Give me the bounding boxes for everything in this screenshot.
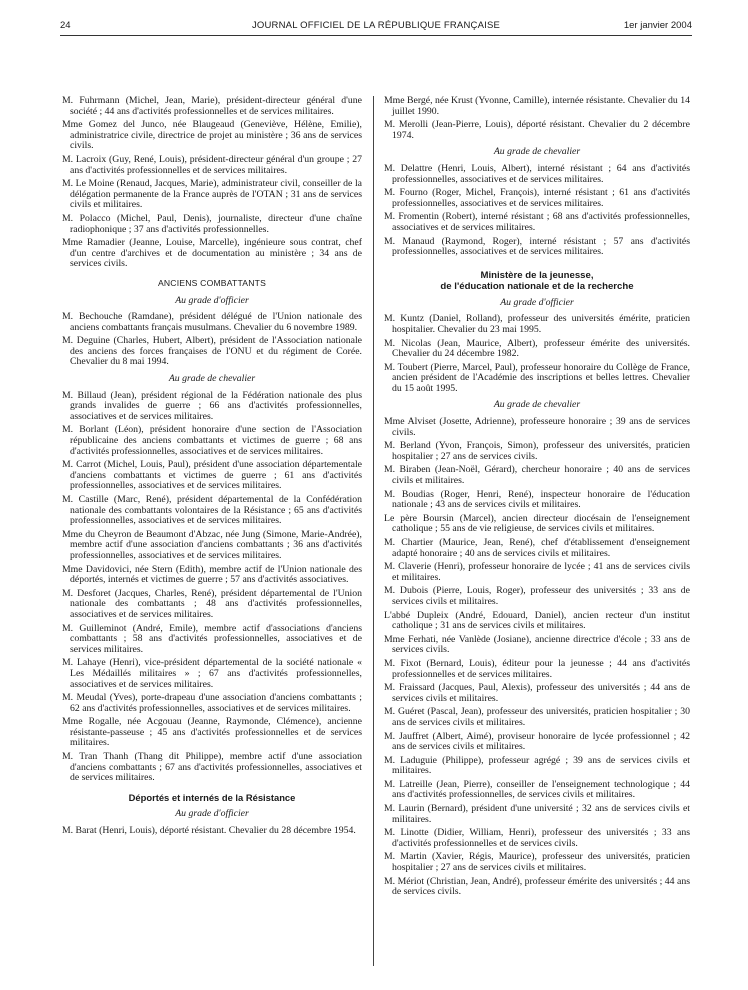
column-divider — [373, 96, 374, 966]
entry-list — [384, 164, 690, 258]
award-entry: M. Kuntz (Daniel, Rolland), professeur des universités émérite, praticien hospitalier. Chevalier du 23 mai 1995. — [384, 313, 690, 335]
entry-list — [62, 96, 362, 270]
award-entry: L'abbé Dupleix (André, Edouard, Daniel), ancien recteur d'un institut catholique ; 31 ans de services civils et militaires. — [384, 609, 690, 632]
award-entry: Mme Ferhati, née Vanlède (Josiane), ancienne directrice d'école ; 33 ans de services civils. — [384, 633, 690, 656]
award-entry: M. Lahaye (Henri), vice-président départemental de la société nationale « Les Médaillés militaires » ; 67 ans d'activités professionnelles, associatives et de services militaires. — [62, 657, 362, 690]
award-entry: M. Laduguie (Philippe), professeur agrégé ; 39 ans de services civils et militaires. — [384, 754, 690, 777]
award-entry: Mme Ramadier (Jeanne, Louise, Marcelle), ingénieure sous contrat, chef d'un centre d'archives et de documentation au ministère ; 34 ans de services civils. — [62, 237, 362, 270]
entry-list — [384, 417, 690, 898]
award-entry: M. Fromentin (Robert), interné résistant ; 68 ans d'activités professionnelles, associatives et de services militaires. — [384, 211, 690, 233]
journal-title: JOURNAL OFFICIEL DE LA RÉPUBLIQUE FRANÇAISE — [251, 20, 501, 31]
award-entry: M. Fuhrmann (Michel, Jean, Marie), président-directeur général d'une société ; 44 ans d'activités professionnelles et de services militaires. — [62, 95, 362, 117]
award-entry: M. Guilleminot (André, Emile), membre actif d'associations d'anciens combattants ; 58 ans d'activités professionnelles, associatives et de services militaires. — [62, 622, 362, 655]
award-entry: M. Meudal (Yves), porte-drapeau d'une association d'anciens combattants ; 62 ans d'activités professionnelles, associatives et de services militaires. — [62, 692, 362, 714]
section-heading-deportes: Déportés et internés de la Résistance — [128, 791, 296, 803]
award-entry: M. Lacroix (Guy, René, Louis), président-directeur général d'un groupe ; 27 ans d'activités professionnelles et de services militaires. — [62, 153, 362, 176]
award-entry: M. Nicolas (Jean, Maurice, Albert), professeur émérite des universités. Chevalier du 24 décembre 1982. — [384, 337, 690, 360]
entry-list — [62, 826, 362, 837]
award-entry: Mme Alviset (Josette, Adrienne), professeure honoraire ; 39 ans de services civils. — [384, 416, 690, 438]
ministry-heading-line: Ministère de la jeunesse, — [480, 269, 594, 281]
left-column — [62, 96, 362, 840]
award-entry: M. Jauffret (Albert, Aimé), proviseur honoraire de lycée professionnel ; 42 ans de services civils et militaires. — [384, 730, 690, 753]
award-entry: M. Delattre (Henri, Louis, Albert), interné résistant ; 64 ans d'activités professionnelles, associatives et de services militaires. — [384, 162, 690, 185]
issue-date: 1er janvier 2004 — [623, 20, 692, 31]
award-entry: M. Barat (Henri, Louis), déporté résistant. Chevalier du 28 décembre 1954. — [62, 825, 356, 837]
award-entry: M. Latreille (Jean, Pierre), conseiller de l'enseignement technologique ; 44 ans d'activités professionnelles, de services civils et militaires. — [384, 778, 690, 801]
award-entry: M. Carrot (Michel, Louis, Paul), président d'une association départementale d'anciens combattants et victimes de guerre ; 61 ans d'activités professionnelles, associatives et de services militaires. — [62, 459, 362, 492]
grade-heading-chevalier: Au grade de chevalier — [493, 399, 581, 411]
ministry-heading — [384, 270, 690, 292]
section-heading-anciens-combattants: ANCIENS COMBATTANTS — [157, 277, 267, 288]
award-entry: Mme Gomez del Junco, née Blaugeaud (Geneviève, Hélène, Emilie), administratrice civile, directrice de projet au ministère ; 36 ans de services civils. — [62, 119, 362, 152]
award-entry: M. Martin (Xavier, Régis, Maurice), professeur des universités, praticien hospitalier ; 27 ans de services civils et militaires. — [384, 851, 690, 874]
entry-list — [62, 391, 362, 784]
entry-list — [384, 96, 690, 141]
award-entry: M. Toubert (Pierre, Marcel, Paul), professeur honoraire du Collège de France, ancien président de l'Académie des inscriptions et belles lettres. Chevalier du 15 août 1995. — [384, 361, 690, 394]
award-entry: M. Guéret (Pascal, Jean), professeur des universités, praticien hospitalier ; 30 ans de services civils et militaires. — [384, 706, 690, 728]
award-entry: M. Deguine (Charles, Hubert, Albert), président de l'Association nationale des anciens des forces françaises de l'ONU et du régiment de Corée. Chevalier du 8 mai 1994. — [62, 335, 362, 368]
grade-heading-officier: Au grade d'officier — [175, 294, 249, 306]
award-entry: M. Borlant (Léon), président honoraire d'une section de l'Association républicaine des anciens combattants et victimes de guerre ; 68 ans d'activités professionnelles, associatives et de services militaires. — [62, 424, 362, 457]
award-entry: M. Manaud (Raymond, Roger), interné résistant ; 57 ans d'activités professionnelles, associatives et de services militaires. — [384, 235, 690, 258]
award-entry: M. Claverie (Henri), professeur honoraire de lycée ; 41 ans de services civils et militaires. — [384, 561, 690, 583]
award-entry: M. Fixot (Bernard, Louis), éditeur pour la jeunesse ; 44 ans d'activités professionnelles et de services militaires. — [384, 657, 690, 680]
award-entry: M. Tran Thanh (Thang dit Philippe), membre actif d'une association d'anciens combattants ; 67 ans d'activités professionnelles, associatives et de services militaires. — [62, 751, 362, 784]
award-entry: Mme Davidovici, née Stern (Edith), membre actif de l'Union nationale des déportés, internés et victimes de guerre ; 57 ans d'activités associatives. — [62, 563, 362, 586]
grade-heading-officier: Au grade d'officier — [175, 808, 249, 820]
award-entry: M. Bechouche (Ramdane), président délégué de l'Union nationale des anciens combattants français musulmans. Chevalier du 6 novembre 1989. — [62, 311, 362, 333]
header-rule — [60, 35, 692, 36]
award-entry: Le père Boursin (Marcel), ancien directeur diocésain de l'enseignement catholique ; 55 ans de vie religieuse, de services civils et militaires. — [384, 512, 690, 535]
award-entry: Mme Rogalle, née Acgouau (Jeanne, Raymonde, Clémence), ancienne résistante-passeuse ; 45 ans d'activités professionnelles et de services militaires. — [62, 716, 362, 749]
page-header — [60, 18, 692, 34]
award-entry: M. Le Moine (Renaud, Jacques, Marie), administrateur civil, conseiller de la délégation permanente de la France auprès de l'OTAN ; 31 ans de services civils et militaires. — [62, 178, 362, 211]
award-entry: Mme Bergé, née Krust (Yvonne, Camille), internée résistante. Chevalier du 14 juillet 1990. — [384, 95, 690, 117]
entry-list — [384, 314, 690, 394]
award-entry: M. Biraben (Jean-Noël, Gérard), chercheur honoraire ; 40 ans de services civils et militaires. — [384, 464, 690, 487]
award-entry: M. Laurin (Bernard), président d'une université ; 32 ans de services civils et militaires. — [384, 803, 690, 825]
award-entry: M. Chartier (Maurice, Jean, René), chef d'établissement d'enseignement adapté honoraire ; 40 ans de services civils et militaires. — [384, 537, 690, 559]
entry-list — [62, 312, 362, 368]
award-entry: M. Dubois (Pierre, Louis, Roger), professeur des universités ; 33 ans de services civils et militaires. — [384, 585, 690, 607]
right-column — [384, 96, 690, 901]
award-entry: M. Boudias (Roger, Henri, René), inspecteur honoraire de l'éducation nationale ; 43 ans de services civils et militaires. — [384, 488, 690, 511]
award-entry: M. Linotte (Didier, William, Henri), professeur des universités ; 33 ans d'activités professionnelles et de services civils. — [384, 827, 690, 849]
ministry-heading-line: de l'éducation nationale et de la recherche — [440, 280, 634, 292]
grade-heading-officier: Au grade d'officier — [500, 296, 574, 308]
award-entry: M. Polacco (Michel, Paul, Denis), journaliste, directeur d'une chaîne radiophonique ; 37 ans d'activités professionnelles. — [62, 212, 362, 235]
award-entry: M. Billaud (Jean), président régional de la Fédération nationale des plus grands invalides de guerre ; 66 ans d'activités professionnelles, associatives et de services militaires. — [62, 389, 362, 422]
page-number: 24 — [60, 20, 71, 31]
award-entry: M. Fraissard (Jacques, Paul, Alexis), professeur des universités ; 44 ans de services civils et militaires. — [384, 682, 690, 704]
award-entry: M. Fourno (Roger, Michel, François), interné résistant ; 61 ans d'activités professionnelles, associatives et de services militaires. — [384, 187, 690, 209]
award-entry: M. Castille (Marc, René), président départemental de la Confédération nationale des combattants volontaires de la Résistance ; 65 ans d'activités professionnelles, associatives et de services militaires. — [62, 494, 362, 527]
award-entry: Mme du Cheyron de Beaumont d'Abzac, née Jung (Simone, Marie-Andrée), membre actif d'une association d'anciens combattants ; 36 ans d'activités professionnelles, associatives et de services militaires. — [62, 528, 362, 561]
award-entry: M. Desforet (Jacques, Charles, René), président départemental de l'Union nationale des combattants ; 48 ans d'activités professionnelles, associatives et de services militaires. — [62, 587, 362, 620]
award-entry: M. Berland (Yvon, François, Simon), professeur des universités, praticien hospitalier ; 27 ans de services civils. — [384, 440, 690, 462]
award-entry: M. Mériot (Christian, Jean, André), professeur émérite des universités ; 44 ans de services civils. — [384, 875, 690, 898]
grade-heading-chevalier: Au grade de chevalier — [168, 373, 256, 385]
award-entry: M. Merolli (Jean-Pierre, Louis), déporté résistant. Chevalier du 2 décembre 1974. — [384, 119, 690, 141]
grade-heading-chevalier: Au grade de chevalier — [493, 146, 581, 158]
